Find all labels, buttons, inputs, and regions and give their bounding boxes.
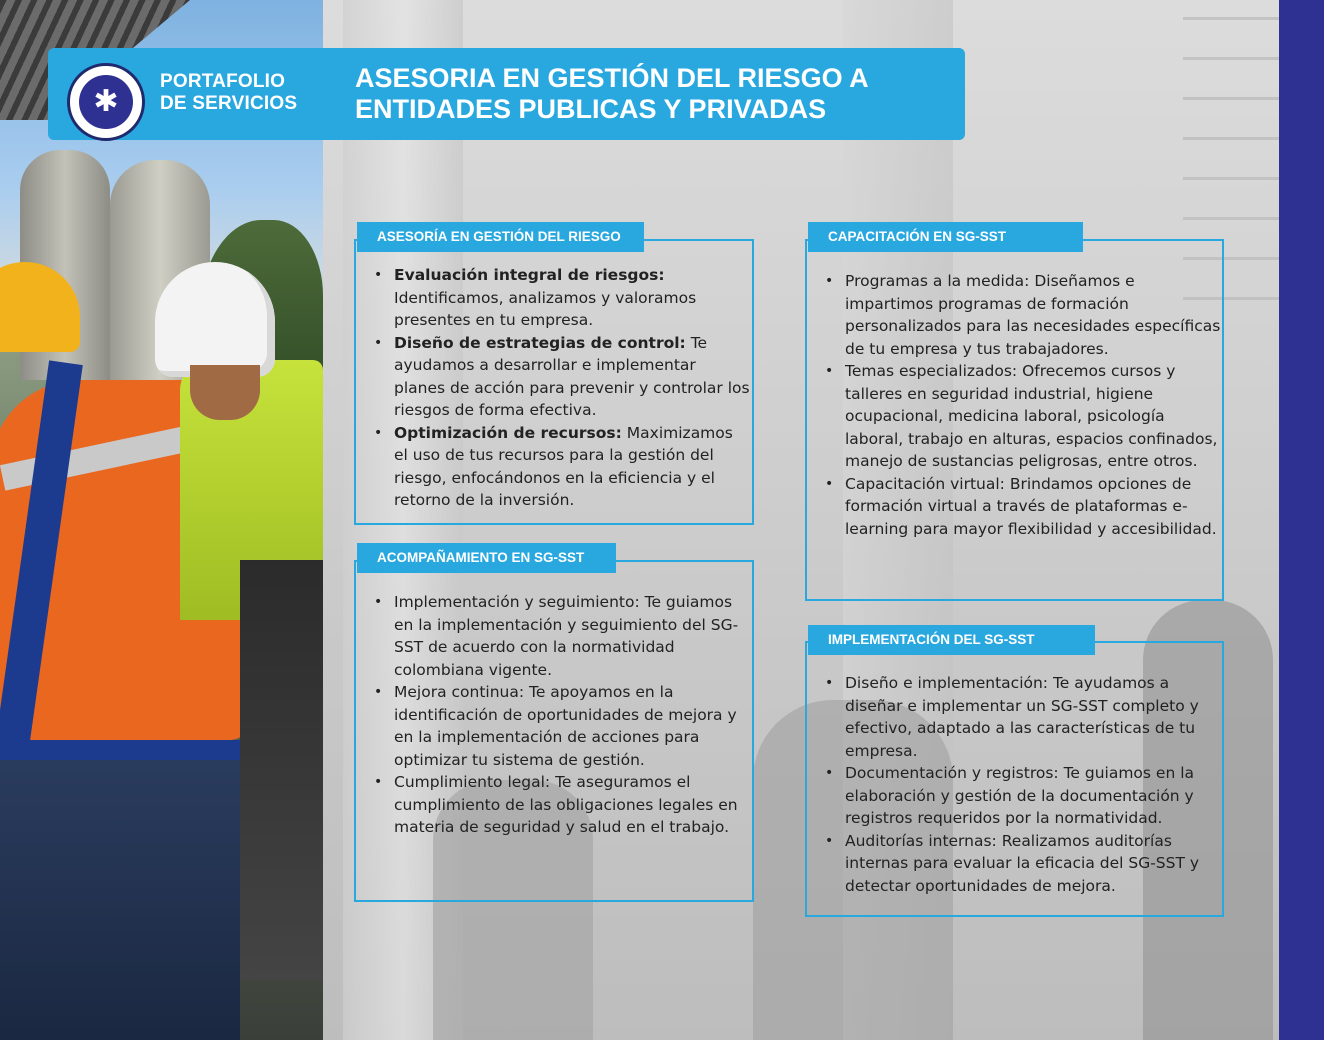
workers-photo bbox=[0, 0, 323, 1040]
item-text: Capacitación virtual: Brindamos opciones de formación virtual a través de plataformas e-learning para mayor flexibilidad y accesibilidad. bbox=[845, 474, 1217, 538]
list-item: • Diseño e implementación: Te ayudamos a diseñar e implementar un SG-SST completo y efectivo, adaptado a las características de tu empresa. bbox=[825, 674, 1199, 760]
equipment-dark bbox=[240, 560, 323, 980]
list-item: • Auditorías internas: Realizamos auditorías internas para evaluar la eficacia del SG-SST y detectar oportunidades de mejora. bbox=[825, 831, 1200, 895]
item-text: Identificamos, analizamos y valoramos presentes en tu empresa. bbox=[394, 288, 697, 329]
worker-jeans bbox=[0, 760, 240, 1040]
list-item: • Implementación y seguimiento: Te guiamos en la implementación y seguimiento del SG-SST de acuerdo con la normatividad colombiana vigente. bbox=[374, 593, 739, 679]
section-implementacion-list bbox=[825, 672, 1221, 897]
item-text: Maximizamos el uso de tus recursos para la gestión del riesgo, enfocándonos en la eficiencia y el retorno de la inversión. bbox=[394, 423, 733, 509]
section-capacitacion-tag: CAPACITACIÓN EN SG-SST bbox=[808, 222, 1083, 252]
item-text: Temas especializados: Ofrecemos cursos y talleres en seguridad industrial, higiene ocupacional, medicina laboral, psicología laboral, trabajo en alturas, espacios confinados, manejo de sustancias peligrosas, entre otros. bbox=[845, 362, 1218, 470]
list-item: • Optimización de recursos: Maximizamos el uso de tus recursos para la gestión del riesgo, enfocándonos en la eficiencia y el retorno de la inversión. bbox=[374, 423, 733, 509]
item-text: Mejora continua: Te apoyamos en la identificación de oportunidades de mejora y en la implementación de acciones para optimizar tu sistema de gestión. bbox=[394, 683, 737, 769]
list-item: • Documentación y registros: Te guiamos en la elaboración y gestión de la documentación y registros requeridos por la normatividad. bbox=[825, 764, 1195, 827]
portfolio-line-2: DE SERVICIOS bbox=[160, 93, 298, 114]
logo bbox=[67, 63, 145, 141]
section-capacitacion-list bbox=[825, 270, 1221, 540]
list-item: • Capacitación virtual: Brindamos opciones de formación virtual a través de plataformas e-learning para mayor flexibilidad y accesibilidad. bbox=[825, 474, 1217, 538]
section-implementacion-tag: IMPLEMENTACIÓN DEL SG-SST bbox=[808, 625, 1095, 655]
right-accent-bar bbox=[1279, 0, 1324, 1040]
helmet-white bbox=[155, 262, 275, 377]
item-text: Diseño e implementación: Te ayudamos a diseñar e implementar un SG-SST completo y efectivo, adaptado a las características de tu empresa. bbox=[845, 674, 1199, 760]
item-heading: Diseño de estrategias de control: bbox=[394, 333, 686, 352]
item-text: Programas a la medida: Diseñamos e impartimos programas de formación personalizados para las necesidades específicas de tu empresa y tus trabajadores. bbox=[845, 272, 1221, 358]
item-text: Documentación y registros: Te guiamos en la elaboración y gestión de la documentación y registros requeridos por la normatividad. bbox=[845, 764, 1195, 827]
page-title: ASESORIA EN GESTIÓN DEL RIESGO A ENTIDADES PUBLICAS Y PRIVADAS bbox=[355, 63, 868, 124]
item-text: Implementación y seguimiento: Te guiamos en la implementación y seguimiento del SG-SST de acuerdo con la normatividad colombiana vigente. bbox=[394, 593, 739, 679]
section-acompanamiento-tag: ACOMPAÑAMIENTO EN SG-SST bbox=[357, 543, 616, 573]
worker-face bbox=[190, 365, 260, 420]
item-text: Te ayudamos a desarrollar e implementar planes de acción para prevenir y controlar los riesgos de forma efectiva. bbox=[394, 333, 750, 419]
star-of-life-icon: ✱ bbox=[79, 75, 133, 129]
list-item: • Mejora continua: Te apoyamos en la identificación de oportunidades de mejora y en la implementación de acciones para optimizar tu sistema de gestión. bbox=[374, 683, 737, 769]
portfolio-label bbox=[160, 71, 297, 115]
item-text: Auditorías internas: Realizamos auditorías internas para evaluar la eficacia del SG-SST y detectar oportunidades de mejora. bbox=[845, 831, 1200, 895]
list-item: • Programas a la medida: Diseñamos e impartimos programas de formación personalizados para las necesidades específicas de tu empresa y tus trabajadores. bbox=[825, 272, 1221, 358]
section-asesoria-tag: ASESORÍA EN GESTIÓN DEL RIESGO bbox=[357, 222, 644, 252]
item-heading: Evaluación integral de riesgos: bbox=[394, 266, 665, 284]
list-item: • Temas especializados: Ofrecemos cursos y talleres en seguridad industrial, higiene ocupacional, medicina laboral, psicología laboral, trabajo en alturas, espacios confinados, manejo de sustancias peligrosas, entre otros. bbox=[825, 362, 1218, 470]
item-text: Cumplimiento legal: Te aseguramos el cumplimiento de las obligaciones legales en materia de seguridad y salud en el trabajo. bbox=[394, 773, 738, 836]
list-item: • Cumplimiento legal: Te aseguramos el cumplimiento de las obligaciones legales en materia de seguridad y salud en el trabajo. bbox=[374, 773, 738, 836]
item-heading: Optimización de recursos: bbox=[394, 423, 622, 442]
portfolio-line-1: PORTAFOLIO bbox=[160, 71, 286, 92]
section-asesoria-list bbox=[374, 264, 750, 512]
list-item: • Evaluación integral de riesgos: Identificamos, analizamos y valoramos presentes en tu empresa. bbox=[374, 266, 697, 329]
list-item: • Diseño de estrategias de control: Te ayudamos a desarrollar e implementar planes de acción para prevenir y controlar los riesgos de forma efectiva. bbox=[374, 333, 750, 419]
section-acompanamiento-list bbox=[374, 591, 750, 839]
